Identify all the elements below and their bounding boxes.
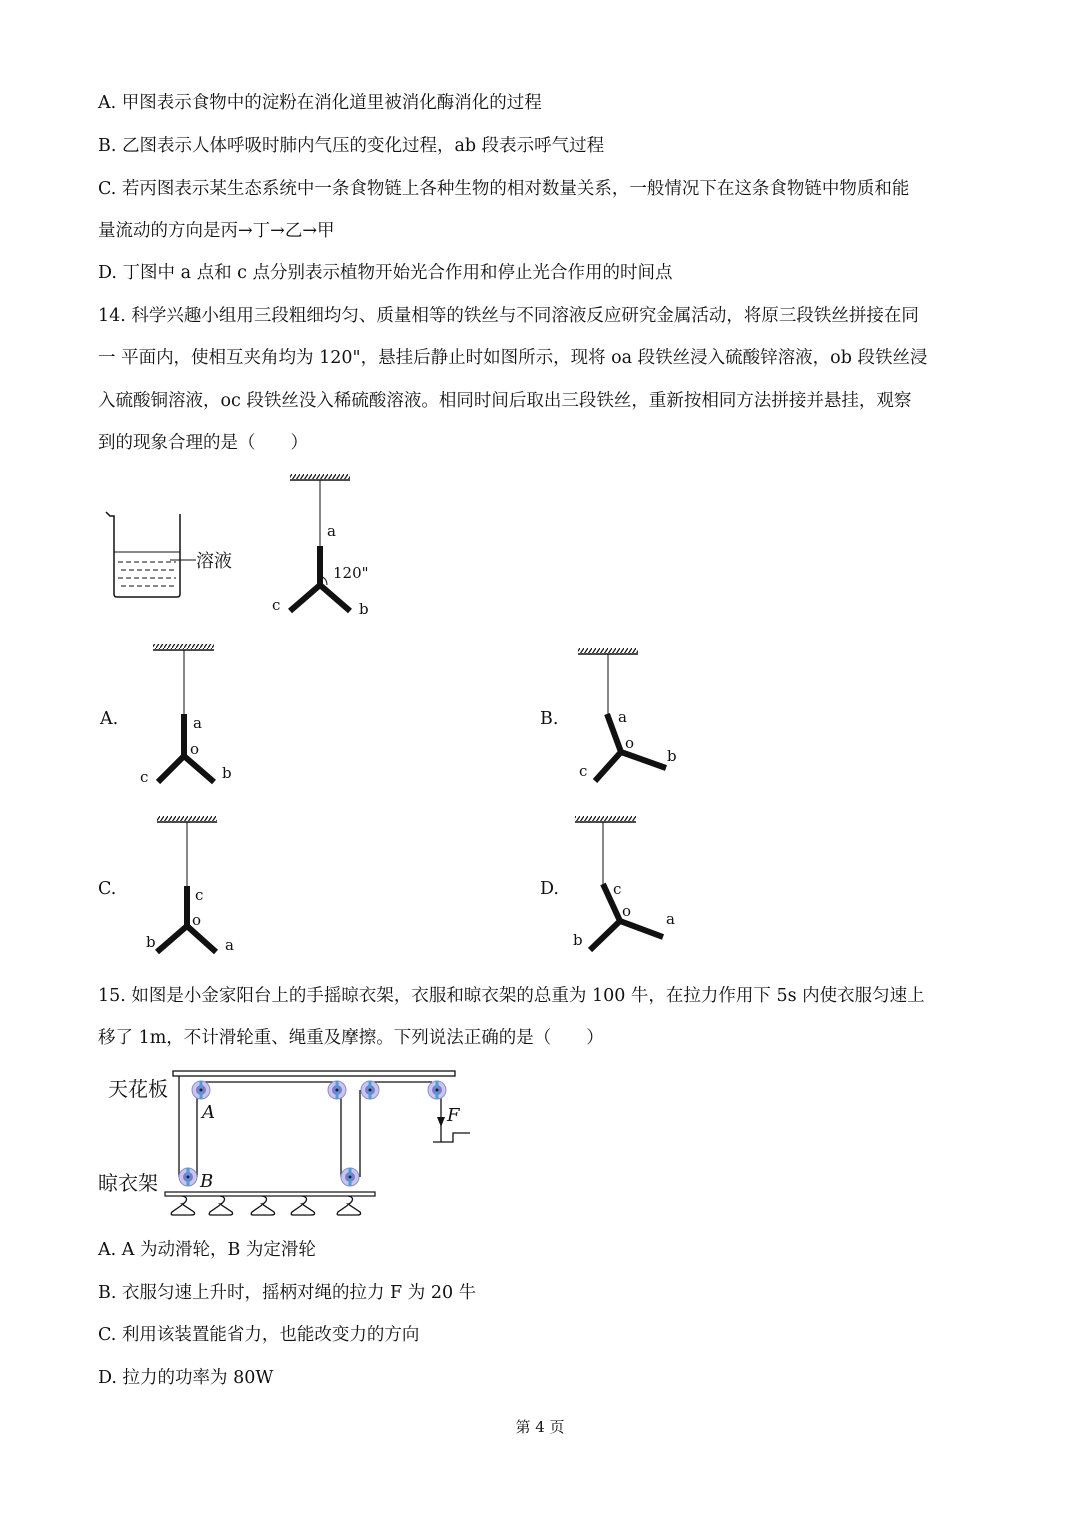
svg-text:A: A xyxy=(202,1102,215,1123)
q13-option-c-cont: 量流动的方向是丙→丁→乙→甲 xyxy=(98,221,335,241)
svg-text:c: c xyxy=(272,596,281,614)
q15-option-a: A. A 为动滑轮，B 为定滑轮 xyxy=(98,1240,316,1260)
svg-text:c: c xyxy=(579,762,588,780)
solution-label: 溶液 xyxy=(196,551,232,572)
svg-text:c: c xyxy=(613,880,622,898)
hanger-option-a xyxy=(140,644,232,786)
clothes-hanger-icon xyxy=(171,1196,194,1215)
q13-option-c: C. 若丙图表示某生态系统中一条食物链上各种生物的相对数量关系，一般情况下在这条食物链中物质和能 xyxy=(98,179,910,199)
svg-text:b: b xyxy=(359,600,369,618)
q14-stem-2: 一 平面内，使相互夹角均为 120"，悬挂后静止时如图所示，现将 oa 段铁丝浸入硫酸锌溶液，ob 段铁丝浸 xyxy=(98,348,928,368)
pulley-clothes-rack-diagram xyxy=(98,1071,470,1215)
hanger-option-d xyxy=(573,816,675,950)
q15-stem-2: 移了 1m，不计滑轮重、绳重及摩擦。下列说法正确的是（ ） xyxy=(98,1028,604,1048)
svg-text:120": 120" xyxy=(333,564,369,582)
svg-text:a: a xyxy=(327,522,336,540)
svg-text:B: B xyxy=(200,1171,214,1192)
pulley-icon xyxy=(341,1168,359,1186)
svg-text:o: o xyxy=(192,911,202,929)
q15-option-b: B. 衣服匀速上升时，摇柄对绳的拉力 F 为 20 牛 xyxy=(98,1283,477,1303)
q14-option-b-label: B. xyxy=(540,709,559,729)
pulley-icon xyxy=(179,1168,197,1186)
q15-option-d: D. 拉力的功率为 80W xyxy=(98,1368,274,1388)
svg-text:a: a xyxy=(225,936,234,954)
page-number: 第 4 页 xyxy=(515,1418,565,1436)
beaker-diagram xyxy=(106,512,232,597)
q14-option-a-label: A. xyxy=(100,709,119,729)
hanger-diagram-main xyxy=(272,474,369,618)
rack-label: 晾衣架 xyxy=(98,1171,158,1195)
q13-option-a: A. 甲图表示食物中的淀粉在消化道里被消化酶消化的过程 xyxy=(98,93,542,113)
clothes-hanger-icon xyxy=(251,1196,274,1215)
svg-text:a: a xyxy=(618,708,627,726)
svg-text:F: F xyxy=(447,1105,460,1126)
svg-text:o: o xyxy=(625,734,635,752)
svg-text:c: c xyxy=(195,886,204,904)
svg-text:c: c xyxy=(140,768,149,786)
svg-text:o: o xyxy=(190,740,200,758)
q15-stem-1: 15. 如图是小金家阳台上的手摇晾衣架，衣服和晾衣架的总重为 100 牛，在拉力作用下 5s 内使衣服匀速上 xyxy=(98,986,925,1006)
clothes-hanger-icon xyxy=(337,1196,360,1215)
q14-option-d-label: D. xyxy=(540,879,559,899)
hanger-option-c xyxy=(146,816,234,954)
svg-text:a: a xyxy=(666,910,675,928)
q14-option-c-label: C. xyxy=(98,879,117,899)
svg-text:b: b xyxy=(222,764,232,782)
pulley-icon xyxy=(328,1081,346,1099)
q14-stem-3: 入硫酸铜溶液，oc 段铁丝没入稀硫酸溶液。相同时间后取出三段铁丝，重新按相同方法拼接并悬挂，观察 xyxy=(98,391,912,411)
svg-text:b: b xyxy=(146,933,156,951)
q15-option-c: C. 利用该装置能省力，也能改变力的方向 xyxy=(98,1325,420,1345)
clothes-hanger-icon xyxy=(291,1196,314,1215)
svg-text:b: b xyxy=(667,747,677,765)
q13-option-d: D. 丁图中 a 点和 c 点分别表示植物开始光合作用和停止光合作用的时间点 xyxy=(98,263,673,283)
svg-text:o: o xyxy=(622,902,632,920)
svg-text:b: b xyxy=(573,931,583,949)
q13-option-b: B. 乙图表示人体呼吸时肺内气压的变化过程，ab 段表示呼气过程 xyxy=(98,136,605,156)
clothes-hanger-icon xyxy=(209,1196,232,1215)
ceiling-label: 天花板 xyxy=(108,1077,168,1101)
pulley-icon xyxy=(361,1081,379,1099)
svg-text:a: a xyxy=(193,714,202,732)
q14-stem-1: 14. 科学兴趣小组用三段粗细均匀、质量相等的铁丝与不同溶液反应研究金属活动，将原三段铁丝拼接在同 xyxy=(98,306,919,326)
hanger-option-b xyxy=(578,648,677,781)
pulley-icon xyxy=(428,1081,446,1099)
pulley-icon xyxy=(192,1081,210,1099)
q14-stem-4: 到的现象合理的是（ ） xyxy=(98,433,308,453)
